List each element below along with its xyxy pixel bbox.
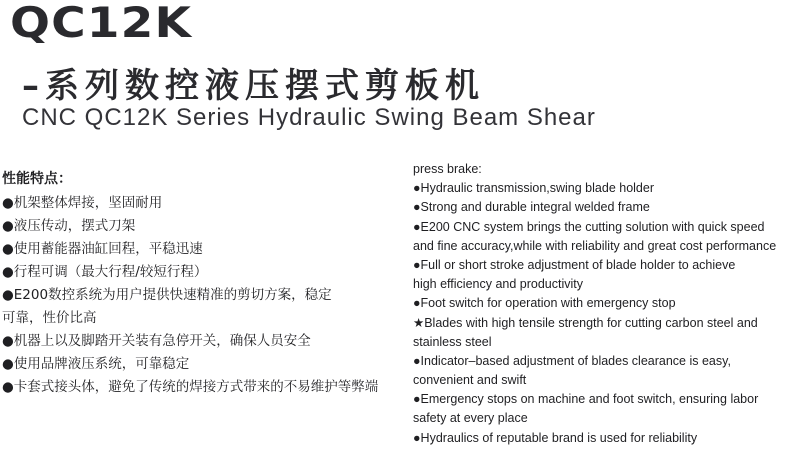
feature-line-cn: ●卡套式接头体，避免了传统的焊接方式带来的不易维护等弊端 xyxy=(2,379,379,395)
feature-line-cn: ●液压传动，摆式刀架 xyxy=(2,218,136,234)
feature-line-en: high efficiency and productivity xyxy=(413,277,584,292)
feature-line-en: ●Hydraulics of reputable brand is used for reliability xyxy=(413,430,698,445)
feature-line-en: ●Indicator–based adjustment of blades clearance is easy, xyxy=(413,353,731,368)
feature-line-en: ●Foot switch for operation with emergency stop xyxy=(413,296,676,311)
feature-line-cn: ●行程可调（最大行程/较短行程） xyxy=(2,264,208,280)
feature-line-cn: ●使用蓄能器油缸回程，平稳迅速 xyxy=(2,241,203,257)
feature-line-en: ●Emergency stops on machine and foot switch, ensuring labor xyxy=(413,392,759,407)
features-heading: 性能特点： xyxy=(2,171,72,187)
model-title: QC12K xyxy=(10,0,193,47)
feature-line-en: stainless steel xyxy=(413,334,492,349)
feature-line-cn: ●使用品牌液压系统，可靠稳定 xyxy=(2,356,190,372)
feature-line-en: convenient and swift xyxy=(413,373,527,388)
feature-line-cn: ●机架整体焊接，坚固耐用 xyxy=(2,195,163,211)
feature-line-en: and fine accuracy,while with reliability and great cost performance xyxy=(413,238,777,253)
feature-line-en: ●E200 CNC system brings the cutting solution with quick speed xyxy=(413,219,765,234)
product-title-english: CNC QC12K Series Hydraulic Swing Beam Shear xyxy=(22,104,596,131)
feature-line-en: safety at every place xyxy=(413,411,528,426)
feature-line-en: press brake: xyxy=(413,162,482,176)
features-english xyxy=(413,160,798,448)
features-chinese xyxy=(2,168,407,399)
feature-line-cn: ●机器上以及脚踏开关装有急停开关，确保人员安全 xyxy=(2,333,311,349)
feature-line-en: ●Full or short stroke adjustment of blade holder to achieve xyxy=(413,257,736,272)
feature-line-en: ●Hydraulic transmission,swing blade holder xyxy=(413,181,654,196)
product-title-chinese: –系列数控液压摆式剪板机 xyxy=(22,66,485,106)
feature-line-en: ●Strong and durable integral welded frame xyxy=(413,200,650,215)
feature-line-cn: 可靠，性价比高 xyxy=(2,310,97,326)
feature-line-cn: ●E200数控系统为用户提供快速精准的剪切方案，稳定 xyxy=(2,287,332,303)
feature-line-en: ★Blades with high tensile strength for cutting carbon steel and xyxy=(413,315,758,330)
